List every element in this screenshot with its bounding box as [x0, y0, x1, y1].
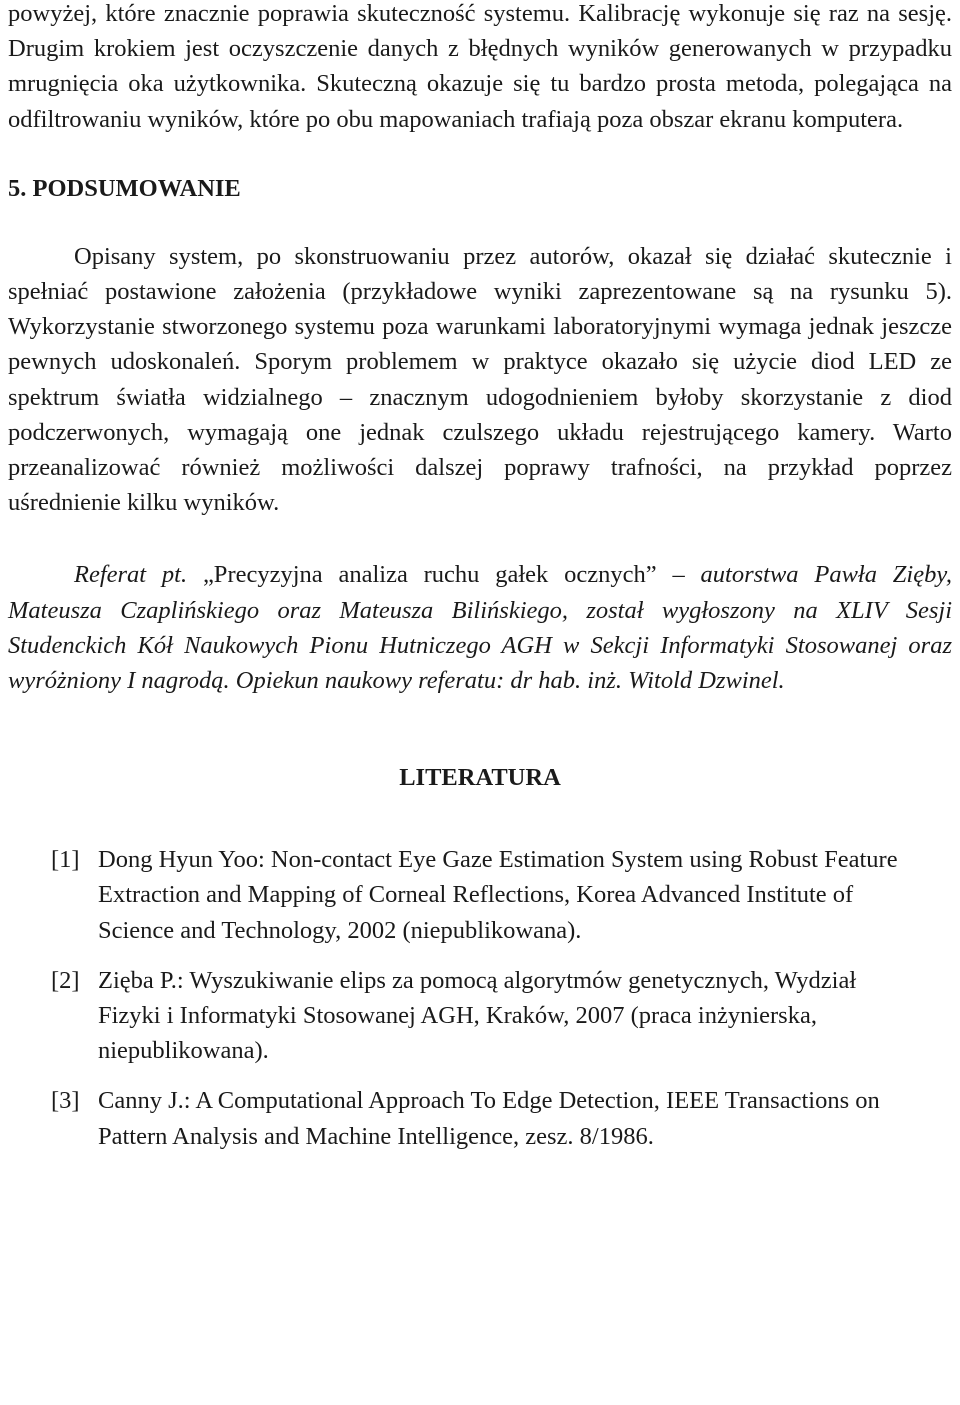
document-page: [8, 0, 952, 1169]
referat-note-lead: Referat pt.: [74, 561, 203, 589]
reference-text: Canny J.: A Computational Approach To Edge Detection, IEEE Transactions on Pattern Analysis and Machine Intelligence, zesz. 8/1986.: [98, 1087, 880, 1150]
reference-number: [2]: [51, 966, 80, 994]
intro-paragraph: powyżej, które znacznie poprawia skuteczność systemu. Kalibrację wykonuje się raz na sesję. Drugim krokiem jest oczyszczenie danych z błędnych wyników generowanych w przypadku mrugnięcia oka użytkownika. Skuteczną okazuje się tu bardzo prosta metoda, polegająca na odfiltrowaniu wyników, które po obu mapowaniach trafiają poza obszar ekranu komputera.: [8, 0, 952, 133]
reference-item: [51, 963, 952, 1069]
reference-item: [51, 1083, 952, 1153]
reference-number: [1]: [51, 846, 80, 874]
literature-heading: LITERATURA: [399, 764, 561, 792]
reference-text: Dong Hyun Yoo: Non-contact Eye Gaze Estimation System using Robust Feature Extraction and Mapping of Corneal Reflections, Korea Advanced Institute of Science and Technology, 2002 (niepublikowana).: [98, 846, 898, 944]
section-heading: 5. PODSUMOWANIE: [8, 174, 241, 202]
referat-note: [8, 557, 952, 698]
reference-number: [3]: [51, 1087, 80, 1115]
referat-note-body: autorstwa Pawła Zięby, Mateusza Czaplińskiego oraz Mateusza Bilińskiego, został wygłoszony na XLIV Sesji Studenckich Kół Naukowych Pionu Hutniczego AGH w Sekcji Informatyki Stosowanej oraz wyróżniony I nagrodą. Opiekun naukowy referatu: dr hab. inż. Witold Dzwinel.: [8, 561, 952, 695]
reference-item: [51, 842, 952, 948]
referat-title: „Precyzyjna analiza ruchu gałek ocznych” –: [202, 561, 701, 589]
reference-text: Zięba P.: Wyszukiwanie elips za pomocą algorytmów genetycznych, Wydział Fizyki i Informatyki Stosowanej AGH, Kraków, 2007 (praca inżynierska, niepublikowana).: [98, 966, 857, 1065]
reference-list: [8, 842, 952, 1154]
summary-paragraph: Opisany system, po skonstruowaniu przez autorów, okazał się działać skutecznie i spełniać postawione założenia (przykładowe wyniki zaprezentowane są na rysunku 5). Wykorzystanie stworzonego systemu poza warunkami laboratoryjnymi wymaga jednak jeszcze pewnych udoskonaleń. Sporym problemem w praktyce okazało się użycie diod LED ze spektrum światła widzialnego – znacznym udogodnieniem byłoby skorzystanie z diod podczerwonych, wymagają one jednak czulszego układu rejestrującego kamery. Warto przeanalizować również możliwości dalszej poprawy trafności, na przykład poprzez uśrednienie kilku wyników.: [8, 242, 952, 517]
